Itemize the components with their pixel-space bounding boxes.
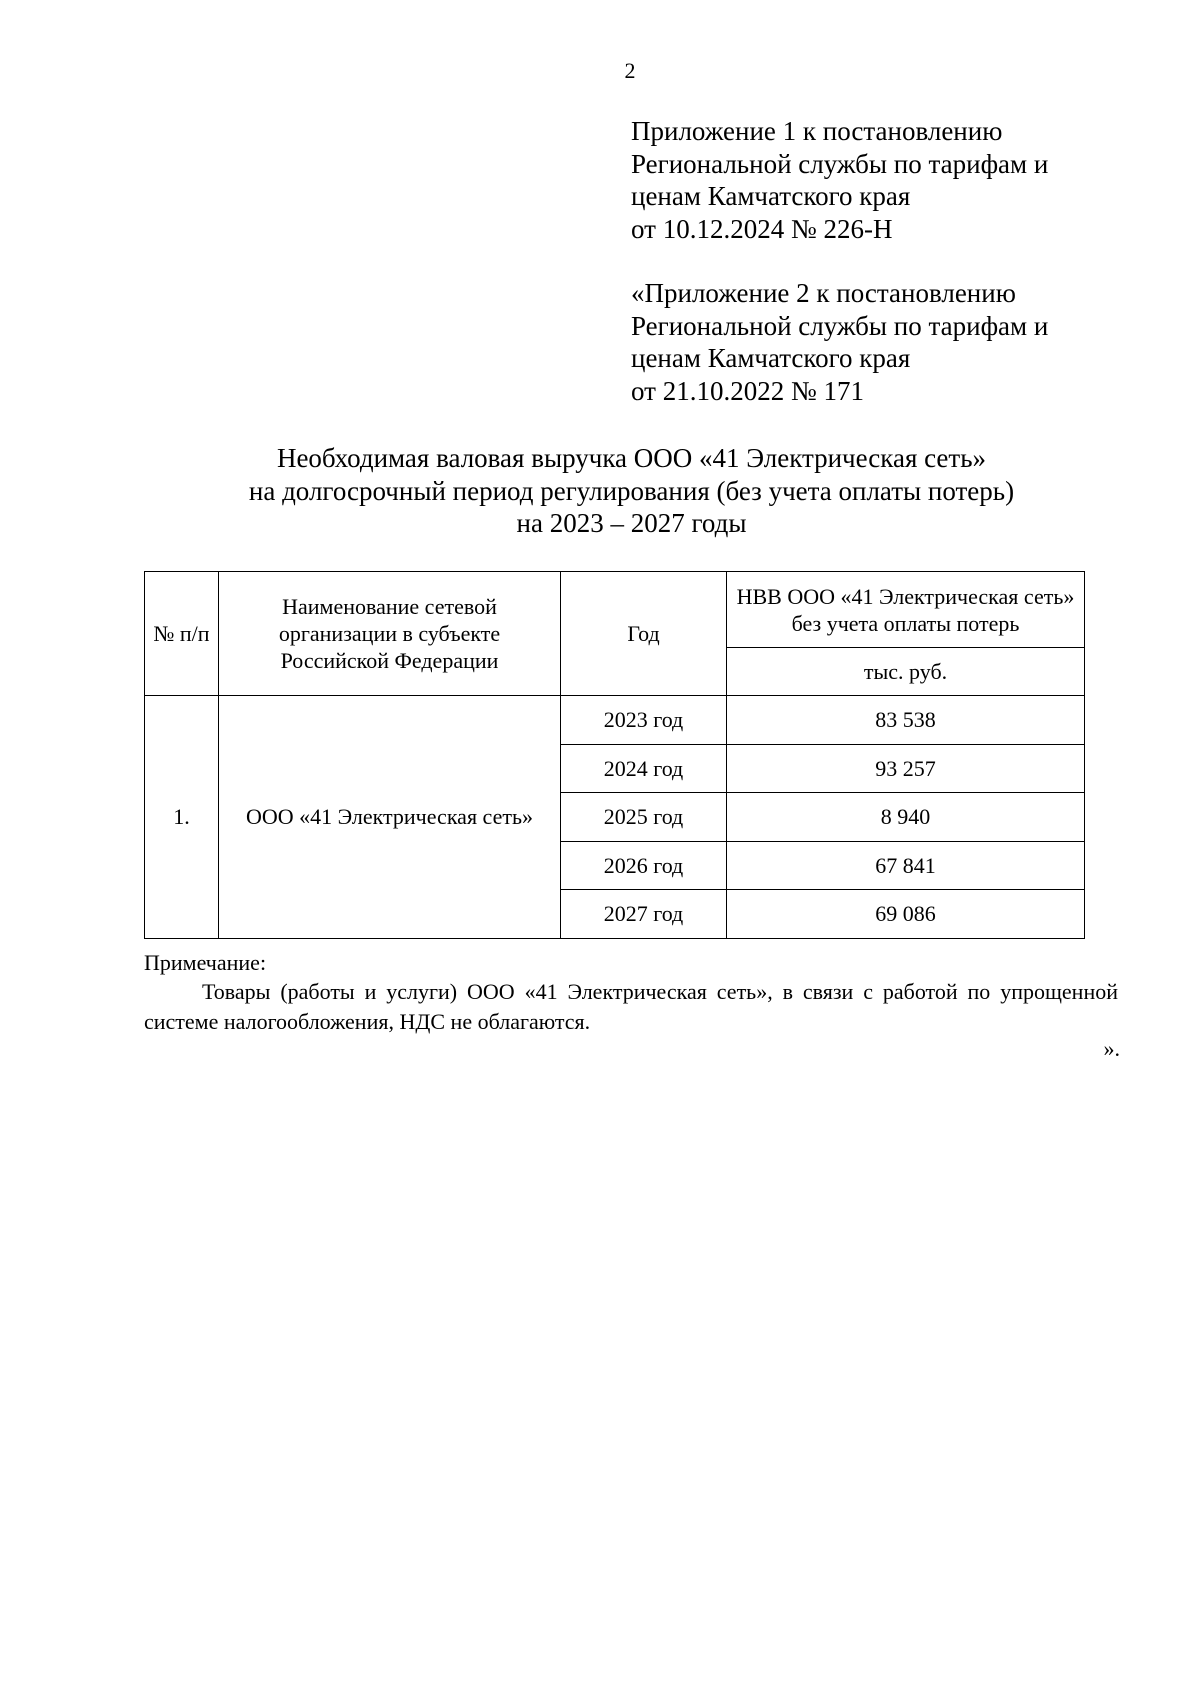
year-cell: 2027 год [561, 890, 727, 939]
table-row [145, 696, 1085, 745]
year-cell: 2025 год [561, 793, 727, 842]
appendix-2-line: ценам Камчатского края [631, 343, 911, 373]
header-num: № п/п [145, 572, 219, 696]
appendix-1-line: от 10.12.2024 № 226-Н [631, 213, 893, 244]
title-line: Необходимая валовая выручка ООО «41 Электрическая сеть» [276, 443, 987, 473]
note-label: Примечание: [144, 950, 267, 975]
year-cell: 2026 год [561, 841, 727, 890]
appendix-1-line: Региональной службы по тарифам и [631, 148, 1049, 179]
header-year: Год [561, 572, 727, 696]
note-text: Товары (работы и услуги) ООО «41 Электрическая сеть», в связи с работой по упрощенной системе налогообложения, НДС не облагаются. [144, 979, 1118, 1034]
title-line: на 2023 – 2027 годы [516, 508, 747, 538]
document-title [144, 442, 1119, 540]
value-cell: 69 086 [727, 890, 1085, 939]
nvv-table [144, 571, 1085, 939]
header-nvv: НВВ ООО «41 Электрическая сеть» без учета оплаты потерь [727, 572, 1085, 648]
appendix-1-line: Приложение 1 к постановлению [631, 116, 1003, 146]
appendix-1-header [631, 115, 1048, 245]
value-cell: 83 538 [727, 696, 1085, 745]
appendix-1-line: ценам Камчатского края [631, 181, 911, 211]
row-org: ООО «41 Электрическая сеть» [219, 696, 561, 939]
row-num: 1. [145, 696, 219, 939]
header-unit: тыс. руб. [727, 648, 1085, 696]
value-cell: 8 940 [727, 793, 1085, 842]
value-cell: 93 257 [727, 744, 1085, 793]
year-cell: 2024 год [561, 744, 727, 793]
appendix-2-line: «Приложение 2 к постановлению [631, 278, 1016, 308]
header-org: Наименование сетевой организации в субъекте Российской Федерации [219, 572, 561, 696]
closing-quote: ». [1103, 1036, 1120, 1061]
appendix-2-header [631, 277, 1048, 407]
title-line: на долгосрочный период регулирования (без учета оплаты потерь) [248, 475, 1015, 506]
appendix-2-line: от 21.10.2022 № 171 [631, 375, 864, 406]
appendix-2-line: Региональной службы по тарифам и [631, 310, 1049, 341]
year-cell: 2023 год [561, 696, 727, 745]
page-number: 2 [624, 58, 636, 83]
value-cell: 67 841 [727, 841, 1085, 890]
